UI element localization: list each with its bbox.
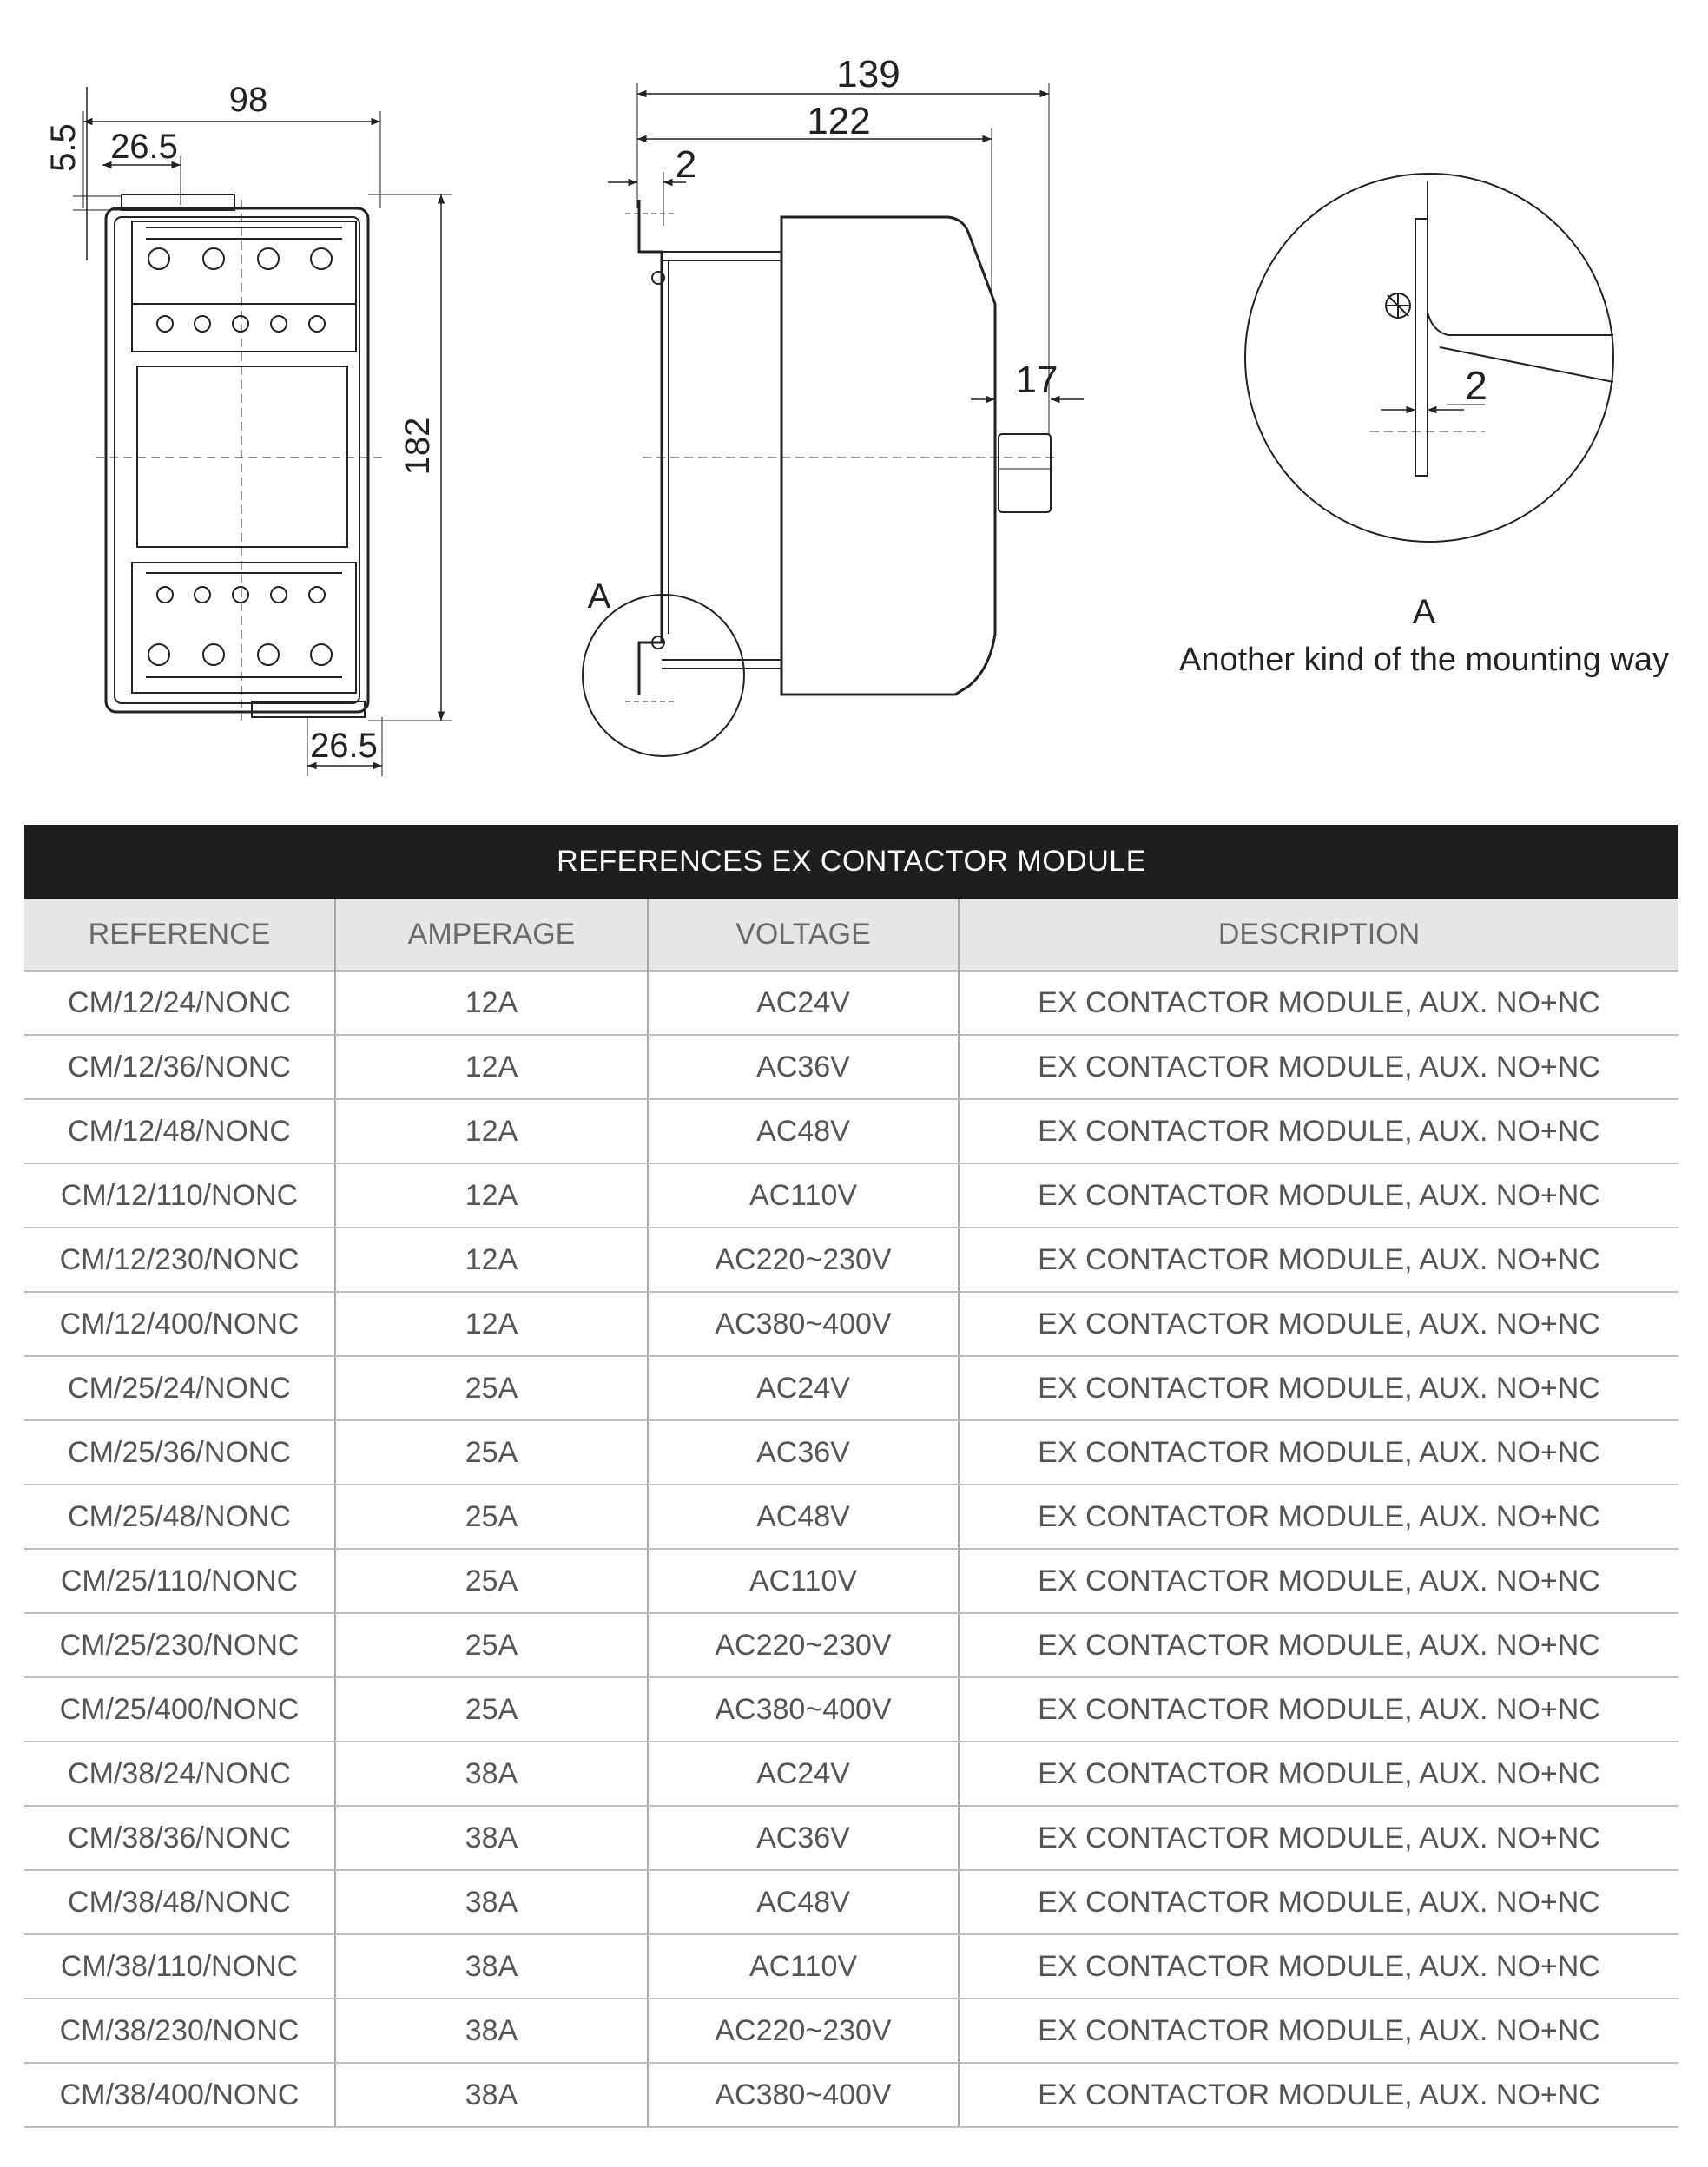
side-dim-body-depth: 122 bbox=[807, 100, 871, 142]
table-row bbox=[24, 1999, 1678, 2063]
voltage-cell: AC220~230V bbox=[648, 1228, 959, 1292]
amperage-cell: 25A bbox=[335, 1356, 648, 1420]
table-row bbox=[24, 2063, 1678, 2127]
table-row bbox=[24, 1677, 1678, 1742]
voltage-cell: AC110V bbox=[648, 1163, 959, 1228]
amperage-cell: 25A bbox=[335, 1613, 648, 1677]
reference-cell: CM/38/48/NONC bbox=[24, 1870, 335, 1934]
voltage-cell: AC220~230V bbox=[648, 1613, 959, 1677]
voltage-cell: AC380~400V bbox=[648, 2063, 959, 2127]
amperage-cell: 12A bbox=[335, 971, 648, 1035]
amperage-cell: 38A bbox=[335, 1999, 648, 2063]
table-row bbox=[24, 1420, 1678, 1485]
reference-cell: CM/12/24/NONC bbox=[24, 971, 335, 1035]
voltage-cell: AC48V bbox=[648, 1099, 959, 1163]
amperage-cell: 25A bbox=[335, 1485, 648, 1549]
reference-cell: CM/25/24/NONC bbox=[24, 1356, 335, 1420]
side-dim-total-depth: 139 bbox=[836, 53, 900, 96]
reference-cell: CM/38/230/NONC bbox=[24, 1999, 335, 2063]
table-row bbox=[24, 1292, 1678, 1356]
lower-main-terminals bbox=[148, 644, 332, 665]
reference-cell: CM/12/400/NONC bbox=[24, 1292, 335, 1356]
voltage-cell: AC110V bbox=[648, 1934, 959, 1999]
table-row bbox=[24, 1549, 1678, 1613]
reference-cell: CM/25/48/NONC bbox=[24, 1485, 335, 1549]
technical-drawings bbox=[0, 0, 1708, 799]
description-cell: EX CONTACTOR MODULE, AUX. NO+NC bbox=[959, 1934, 1678, 1999]
amperage-cell: 12A bbox=[335, 1035, 648, 1099]
description-cell: EX CONTACTOR MODULE, AUX. NO+NC bbox=[959, 1742, 1678, 1806]
table-row bbox=[24, 1613, 1678, 1677]
upper-main-terminals bbox=[148, 248, 332, 269]
side-view bbox=[583, 83, 1084, 756]
description-cell: EX CONTACTOR MODULE, AUX. NO+NC bbox=[959, 1035, 1678, 1099]
description-cell: EX CONTACTOR MODULE, AUX. NO+NC bbox=[959, 1870, 1678, 1934]
front-view bbox=[73, 87, 452, 776]
front-dim-height: 182 bbox=[399, 417, 437, 476]
voltage-cell: AC380~400V bbox=[648, 1677, 959, 1742]
description-cell: EX CONTACTOR MODULE, AUX. NO+NC bbox=[959, 1163, 1678, 1228]
front-dim-width: 98 bbox=[228, 81, 268, 119]
reference-cell: CM/25/36/NONC bbox=[24, 1420, 335, 1485]
description-cell: EX CONTACTOR MODULE, AUX. NO+NC bbox=[959, 1420, 1678, 1485]
table-row bbox=[24, 971, 1678, 1035]
amperage-cell: 38A bbox=[335, 2063, 648, 2127]
reference-cell: CM/38/400/NONC bbox=[24, 2063, 335, 2127]
voltage-cell: AC48V bbox=[648, 1485, 959, 1549]
amperage-cell: 12A bbox=[335, 1163, 648, 1228]
amperage-cell: 12A bbox=[335, 1292, 648, 1356]
amperage-cell: 25A bbox=[335, 1677, 648, 1742]
detail-label: A bbox=[1412, 593, 1436, 631]
voltage-cell: AC36V bbox=[648, 1420, 959, 1485]
column-header-voltage: VOLTAGE bbox=[648, 899, 959, 971]
reference-cell: CM/25/400/NONC bbox=[24, 1677, 335, 1742]
amperage-cell: 25A bbox=[335, 1549, 648, 1613]
voltage-cell: AC48V bbox=[648, 1870, 959, 1934]
reference-cell: CM/12/36/NONC bbox=[24, 1035, 335, 1099]
table-title: REFERENCES EX CONTACTOR MODULE bbox=[24, 825, 1678, 899]
table-title-row bbox=[24, 825, 1678, 899]
reference-cell: CM/12/48/NONC bbox=[24, 1099, 335, 1163]
side-detail-marker: A bbox=[587, 577, 611, 616]
description-cell: EX CONTACTOR MODULE, AUX. NO+NC bbox=[959, 1613, 1678, 1677]
front-dim-top-offset: 5.5 bbox=[44, 123, 82, 172]
table-row bbox=[24, 1870, 1678, 1934]
table-row bbox=[24, 1228, 1678, 1292]
table-row bbox=[24, 1099, 1678, 1163]
description-cell: EX CONTACTOR MODULE, AUX. NO+NC bbox=[959, 1677, 1678, 1742]
voltage-cell: AC24V bbox=[648, 1742, 959, 1806]
reference-cell: CM/12/230/NONC bbox=[24, 1228, 335, 1292]
description-cell: EX CONTACTOR MODULE, AUX. NO+NC bbox=[959, 1806, 1678, 1870]
table-row bbox=[24, 1356, 1678, 1420]
reference-cell: CM/38/24/NONC bbox=[24, 1742, 335, 1806]
table-row bbox=[24, 1806, 1678, 1870]
amperage-cell: 38A bbox=[335, 1742, 648, 1806]
reference-cell: CM/25/110/NONC bbox=[24, 1549, 335, 1613]
amperage-cell: 12A bbox=[335, 1228, 648, 1292]
front-dim-top-inner: 26.5 bbox=[110, 128, 178, 166]
voltage-cell: AC24V bbox=[648, 971, 959, 1035]
column-header-reference: REFERENCE bbox=[24, 899, 335, 971]
description-cell: EX CONTACTOR MODULE, AUX. NO+NC bbox=[959, 1999, 1678, 2063]
table-row bbox=[24, 1934, 1678, 1999]
table-body bbox=[24, 971, 1678, 2127]
amperage-cell: 12A bbox=[335, 1099, 648, 1163]
voltage-cell: AC110V bbox=[648, 1549, 959, 1613]
reference-cell: CM/38/110/NONC bbox=[24, 1934, 335, 1999]
table-row bbox=[24, 1485, 1678, 1549]
side-dim-knob: 17 bbox=[1015, 359, 1058, 401]
front-dim-bottom-inner: 26.5 bbox=[310, 727, 378, 765]
description-cell: EX CONTACTOR MODULE, AUX. NO+NC bbox=[959, 971, 1678, 1035]
column-header-description: DESCRIPTION bbox=[959, 899, 1678, 971]
table-row bbox=[24, 1035, 1678, 1099]
description-cell: EX CONTACTOR MODULE, AUX. NO+NC bbox=[959, 1549, 1678, 1613]
detail-dim-gap: 2 bbox=[1465, 363, 1487, 408]
amperage-cell: 38A bbox=[335, 1870, 648, 1934]
reference-cell: CM/38/36/NONC bbox=[24, 1806, 335, 1870]
description-cell: EX CONTACTOR MODULE, AUX. NO+NC bbox=[959, 1099, 1678, 1163]
table-row bbox=[24, 1742, 1678, 1806]
references-table-container bbox=[24, 825, 1678, 2128]
amperage-cell: 38A bbox=[335, 1806, 648, 1870]
reference-cell: CM/25/230/NONC bbox=[24, 1613, 335, 1677]
description-cell: EX CONTACTOR MODULE, AUX. NO+NC bbox=[959, 2063, 1678, 2127]
amperage-cell: 38A bbox=[335, 1934, 648, 1999]
voltage-cell: AC220~230V bbox=[648, 1999, 959, 2063]
description-cell: EX CONTACTOR MODULE, AUX. NO+NC bbox=[959, 1228, 1678, 1292]
column-header-amperage: AMPERAGE bbox=[335, 899, 648, 971]
references-table bbox=[24, 825, 1678, 2128]
detail-caption: Another kind of the mounting way bbox=[1178, 642, 1670, 678]
voltage-cell: AC24V bbox=[648, 1356, 959, 1420]
description-cell: EX CONTACTOR MODULE, AUX. NO+NC bbox=[959, 1485, 1678, 1549]
table-row bbox=[24, 1163, 1678, 1228]
side-dim-rail-thickness: 2 bbox=[675, 143, 697, 186]
table-header-row bbox=[24, 899, 1678, 971]
voltage-cell: AC36V bbox=[648, 1035, 959, 1099]
voltage-cell: AC36V bbox=[648, 1806, 959, 1870]
detail-view bbox=[1245, 174, 1613, 542]
description-cell: EX CONTACTOR MODULE, AUX. NO+NC bbox=[959, 1356, 1678, 1420]
voltage-cell: AC380~400V bbox=[648, 1292, 959, 1356]
amperage-cell: 25A bbox=[335, 1420, 648, 1485]
description-cell: EX CONTACTOR MODULE, AUX. NO+NC bbox=[959, 1292, 1678, 1356]
reference-cell: CM/12/110/NONC bbox=[24, 1163, 335, 1228]
